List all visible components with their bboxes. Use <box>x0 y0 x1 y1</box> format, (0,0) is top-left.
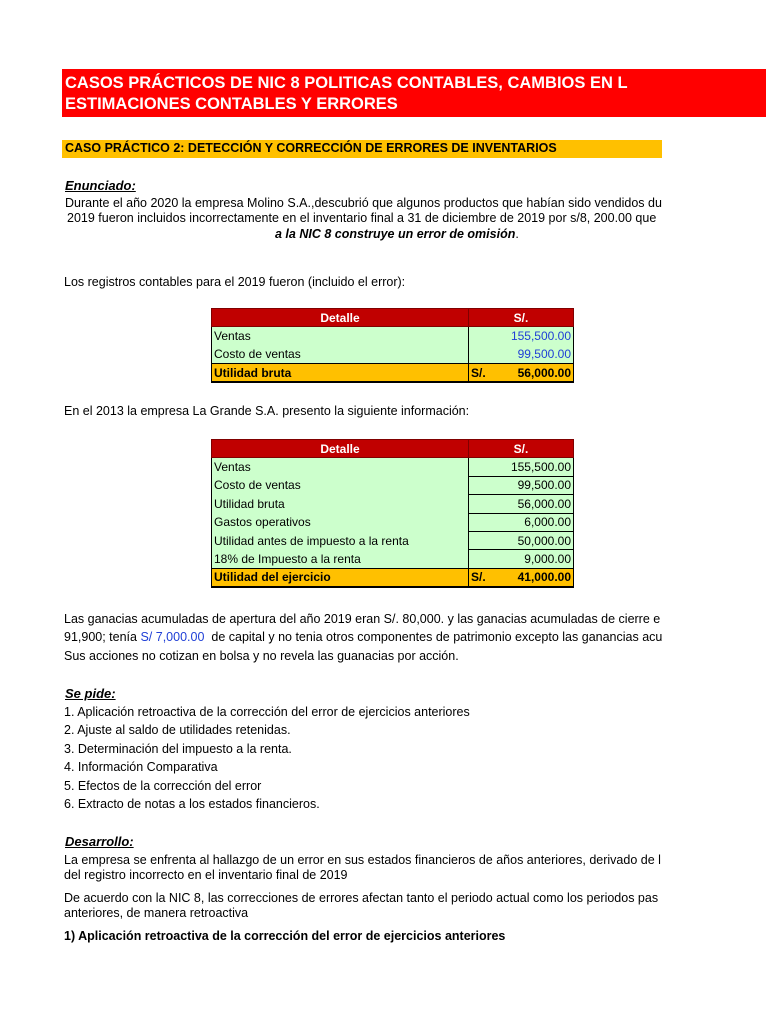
row-value: 50,000.00 <box>469 531 574 549</box>
registros-intro: Los registros contables para el 2019 fueron (incluido el error): <box>64 275 406 289</box>
row-value: 99,500.00 <box>469 476 574 494</box>
row-value: 9,000.00 <box>469 550 574 568</box>
list-item: 6. Extracto de notas a los estados financieros. <box>64 797 320 811</box>
row-label: Ventas <box>212 327 469 345</box>
total-currency: S/. <box>469 364 509 382</box>
row-value: 99,500.00 <box>469 345 574 363</box>
row-label: Ventas <box>212 458 469 476</box>
grande-intro: En el 2013 la empresa La Grande S.A. presento la siguiente información: <box>64 404 470 418</box>
list-item: 3. Determinación del impuesto a la renta. <box>64 742 292 756</box>
table-row <box>212 345 574 363</box>
enunciado-line-3-end: . <box>515 227 519 241</box>
desarrollo-paragraph-2-cut-text: anteriores, de manera retroactiva <box>64 906 249 920</box>
enunciado-line-2: 2019 fueron incluidos incorrectamente en el inventario final a 31 de diciembre de 2019 por s/8, 200.00 que <box>67 211 657 225</box>
capital-amount: S/ 7,000.00 <box>140 630 205 644</box>
total-value: 41,000.00 <box>509 568 574 586</box>
income-table-la-grande <box>211 439 574 588</box>
row-value: 6,000.00 <box>469 513 574 531</box>
row-label: Gastos operativos <box>212 513 469 531</box>
ganancias-line-3: Sus acciones no cotizan en bolsa y no revela las guanacias por acción. <box>64 649 459 663</box>
enunciado-line-3 <box>275 227 519 241</box>
ganancias-line-2-start: 91,900; tenía <box>64 630 137 644</box>
total-label: Utilidad del ejercicio <box>212 568 469 586</box>
enunciado-heading: Enunciado: <box>65 178 136 193</box>
case-title: CASO PRÁCTICO 2: DETECCIÓN Y CORRECCIÓN DE ERRORES DE INVENTARIOS <box>65 141 557 155</box>
document-title-line-2: ESTIMACIONES CONTABLES Y ERRORES <box>65 95 398 113</box>
row-label: Utilidad antes de impuesto a la renta <box>212 531 469 549</box>
header-detalle: Detalle <box>212 309 469 327</box>
desarrollo-paragraph-2: De acuerdo con la NIC 8, las correcciones de errores afectan tanto el periodo actual como los periodos pas <box>64 891 659 905</box>
table-row <box>212 531 574 549</box>
desarrollo-paragraph-1-clipped <box>64 868 663 882</box>
section-1-title: 1) Aplicación retroactiva de la corrección del error de ejercicios anteriores <box>64 929 506 943</box>
header-soles: S/. <box>469 440 574 458</box>
total-value: 56,000.00 <box>509 364 574 382</box>
list-item: 1. Aplicación retroactiva de la corrección del error de ejercicios anteriores <box>64 705 470 719</box>
row-value: 155,500.00 <box>469 458 574 476</box>
table-row <box>212 495 574 513</box>
ganancias-line-1: Las ganacias acumuladas de apertura del año 2019 eran S/. 80,000. y las ganacias acumuladas de cierre e <box>64 612 661 626</box>
enunciado-line-1: Durante el año 2020 la empresa Molino S.A.,descubrió que algunos productos que habían sido vendidos du <box>65 196 662 210</box>
table-header-row <box>212 309 574 327</box>
desarrollo-paragraph-1: La empresa se enfrenta al hallazgo de un error en sus estados financieros de años anteriores, derivado de l <box>64 853 661 867</box>
se-pide-heading: Se pide: <box>65 686 116 701</box>
ganancias-line-2-end: de capital y no tenia otros componentes de patrimonio excepto las ganancias acu <box>211 630 663 644</box>
header-detalle: Detalle <box>212 440 469 458</box>
list-item: 2. Ajuste al saldo de utilidades retenidas. <box>64 723 291 737</box>
desarrollo-heading: Desarrollo: <box>65 834 134 849</box>
total-currency: S/. <box>469 568 509 586</box>
desarrollo-paragraph-2-clipped <box>64 906 663 920</box>
table-row <box>212 476 574 494</box>
table-row <box>212 458 574 476</box>
case-title-banner <box>62 140 662 158</box>
ganancias-line-2 <box>64 630 663 644</box>
table-row <box>212 327 574 345</box>
document-title-line-1: CASOS PRÁCTICOS DE NIC 8 POLITICAS CONTABLES, CAMBIOS EN L <box>65 74 628 92</box>
row-label: Costo de ventas <box>212 345 469 363</box>
table-row <box>212 513 574 531</box>
total-label: Utilidad bruta <box>212 364 469 382</box>
table-total-row <box>212 568 574 586</box>
row-value: 56,000.00 <box>469 495 574 513</box>
document-title-banner <box>62 69 766 117</box>
enunciado-error-statement: a la NIC 8 construye un error de omisión <box>275 227 516 241</box>
list-item: 5. Efectos de la corrección del error <box>64 779 262 793</box>
table-row <box>212 550 574 568</box>
row-label: Costo de ventas <box>212 476 469 494</box>
table-total-row <box>212 364 574 382</box>
desarrollo-paragraph-1-cut-text: del registro incorrecto en el inventario final de 2019 <box>64 868 348 882</box>
table-header-row <box>212 440 574 458</box>
row-value: 155,500.00 <box>469 327 574 345</box>
row-label: 18% de Impuesto a la renta <box>212 550 469 568</box>
list-item: 4. Información Comparativa <box>64 760 218 774</box>
row-label: Utilidad bruta <box>212 495 469 513</box>
header-soles: S/. <box>469 309 574 327</box>
income-table-2019 <box>211 308 574 383</box>
